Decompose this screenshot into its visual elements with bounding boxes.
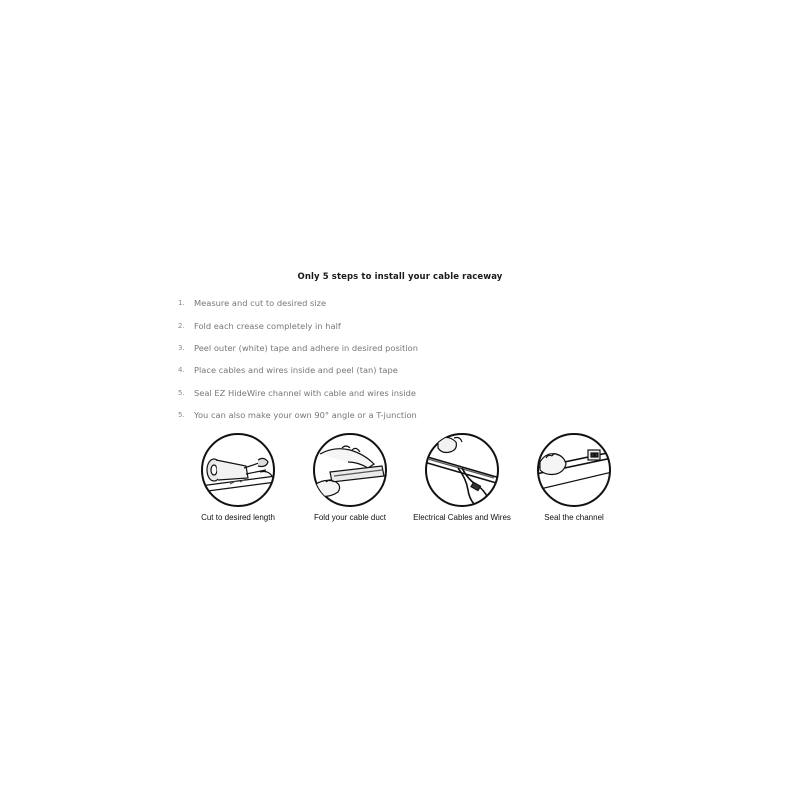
list-item bbox=[178, 337, 418, 359]
step-text: You can also make your own 90° angle or a T-junction bbox=[194, 410, 417, 421]
list-item bbox=[178, 314, 418, 336]
step-text: Peel outer (white) tape and adhere in desired position bbox=[194, 342, 418, 353]
cables-in-channel-icon bbox=[424, 432, 500, 508]
figure-caption: Fold your cable duct bbox=[313, 513, 387, 522]
figure-caption: Cut to desired length bbox=[201, 513, 275, 522]
step-text: Place cables and wires inside and peel (tan) tape bbox=[194, 365, 398, 376]
figure-cables bbox=[402, 432, 522, 522]
step-text: Measure and cut to desired size bbox=[194, 298, 327, 309]
step-number: 4. bbox=[178, 366, 185, 375]
page-title: Only 5 steps to install your cable raceway bbox=[297, 272, 503, 282]
step-number: 2. bbox=[178, 321, 185, 330]
step-number: 5. bbox=[178, 411, 185, 420]
step-illustrations bbox=[190, 432, 630, 532]
steps-list bbox=[178, 292, 418, 426]
figure-caption: Seal the channel bbox=[544, 513, 604, 522]
list-item bbox=[178, 292, 418, 314]
hand-sealing-channel-icon bbox=[536, 432, 612, 508]
step-text: Seal EZ HideWire channel with cable and wires inside bbox=[194, 387, 417, 398]
step-number: 3. bbox=[178, 343, 185, 352]
list-item bbox=[178, 359, 418, 381]
step-text: Fold each crease completely in half bbox=[194, 320, 341, 331]
hands-folding-duct-icon bbox=[312, 432, 388, 508]
step-number: 1. bbox=[178, 299, 185, 308]
list-item bbox=[178, 382, 418, 404]
figure-cut bbox=[178, 432, 298, 522]
figure-seal bbox=[514, 432, 634, 522]
step-number: 5. bbox=[178, 388, 185, 397]
figure-caption: Electrical Cables and Wires bbox=[413, 513, 511, 522]
tape-roll-cutting-icon bbox=[200, 432, 276, 508]
list-item bbox=[178, 404, 418, 426]
figure-fold bbox=[290, 432, 410, 522]
